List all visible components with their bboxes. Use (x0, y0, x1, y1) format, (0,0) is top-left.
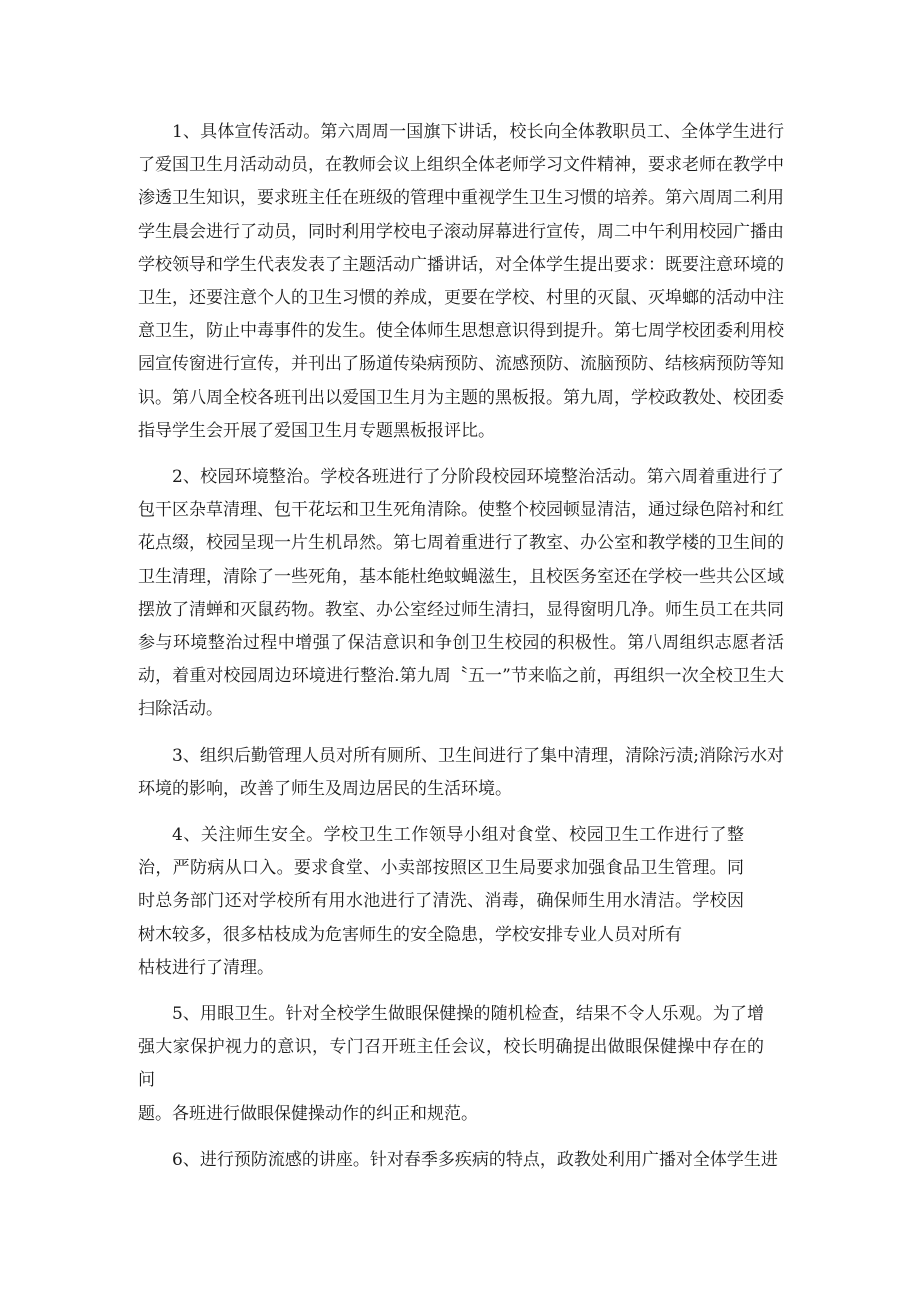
paragraph-5-line-1: 5、用眼卫生。针对全校学生做眼保健操的随机检查，结果不令人乐观。为了增强大家保护视力的意识，专门召开班主任会议，校长明确提出做眼保健操中存在的问 (138, 1004, 764, 1091)
paragraph-5-line-2: 题。各班进行做眼保健操动作的纠正和规范。 (138, 1103, 478, 1124)
paragraph-4 (138, 819, 784, 985)
paragraph-4-line-2: 枯枝进行了清理。 (138, 957, 274, 978)
paragraph-2: 2、校园环境整治。学校各班进行了分阶段校园环境整治活动。第六周着重进行了包干区杂草清理、包干花坛和卫生死角清除。使整个校园顿显清洁，通过绿色陪衬和红花点缀，校园呈现一片生机昂然。第七周着重进行了教室、办公室和教学楼的卫生间的卫生清理，清除了一些死角，基本能杜绝蚊蝇滋生，且校医务室还在学校一些共公区域摆放了清蝉和灭鼠药物。教室、办公室经过师生清扫，显得窗明几净。师生员工在共同参与环境整治过程中增强了保洁意识和争创卫生校园的积极性。第八周组织志愿者活动，着重对校园周边环境进行整治.第九周〝五一”节来临之前，再组织一次全校卫生大扫除活动。 (138, 467, 784, 720)
paragraph-6: 6、进行预防流感的讲座。针对春季多疾病的特点，政教处利用广播对全体学生进 (172, 1149, 778, 1170)
paragraph-5 (138, 998, 784, 1131)
document-body (138, 116, 784, 1190)
paragraph-3: 3、组织后勤管理人员对所有厕所、卫生间进行了集中清理，清除污渍;消除污水对环境的影响，改善了师生及周边居民的生活环境。 (138, 745, 784, 799)
paragraph-4-line-1: 4、关注师生安全。学校卫生工作领导小组对食堂、校园卫生工作进行了整治，严防病从口入。要求食堂、小卖部按照区卫生局要求加强食品卫生管理。同时总务部门还对学校所有用水池进行了清洗、消毒，确保师生用水清洁。学校因树木较多，很多枯枝成为危害师生的安全隐患，学校安排专业人员对所有 (138, 825, 744, 945)
paragraph-1: 1、具体宣传活动。第六周周一国旗下讲话，校长向全体教职员工、全体学生进行了爱国卫生月活动动员，在教师会议上组织全体老师学习文件精神，要求老师在教学中渗透卫生知识，要求班主任在班级的管理中重视学生卫生习惯的培养。第六周周二利用学生晨会进行了动员，同时利用学校电子滚动屏幕进行宣传，周二中午利用校园广播由学校领导和学生代表发表了主题活动广播讲话，对全体学生提出要求：既要注意环境的卫生，还要注意个人的卫生习惯的养成，更要在学校、村里的灭鼠、灭埠螂的活动中注意卫生，防止中毒事件的发生。使全体师生思想意识得到提升。第七周学校团委利用校园宣传窗进行宣传，并刊出了肠道传染病预防、流感预防、流脑预防、结核病预防等知识。第八周全校各班刊出以爱国卫生月为主题的黑板报。第九周，学校政教处、校团委指导学生会开展了爱国卫生月专题黑板报评比。 (138, 122, 784, 441)
